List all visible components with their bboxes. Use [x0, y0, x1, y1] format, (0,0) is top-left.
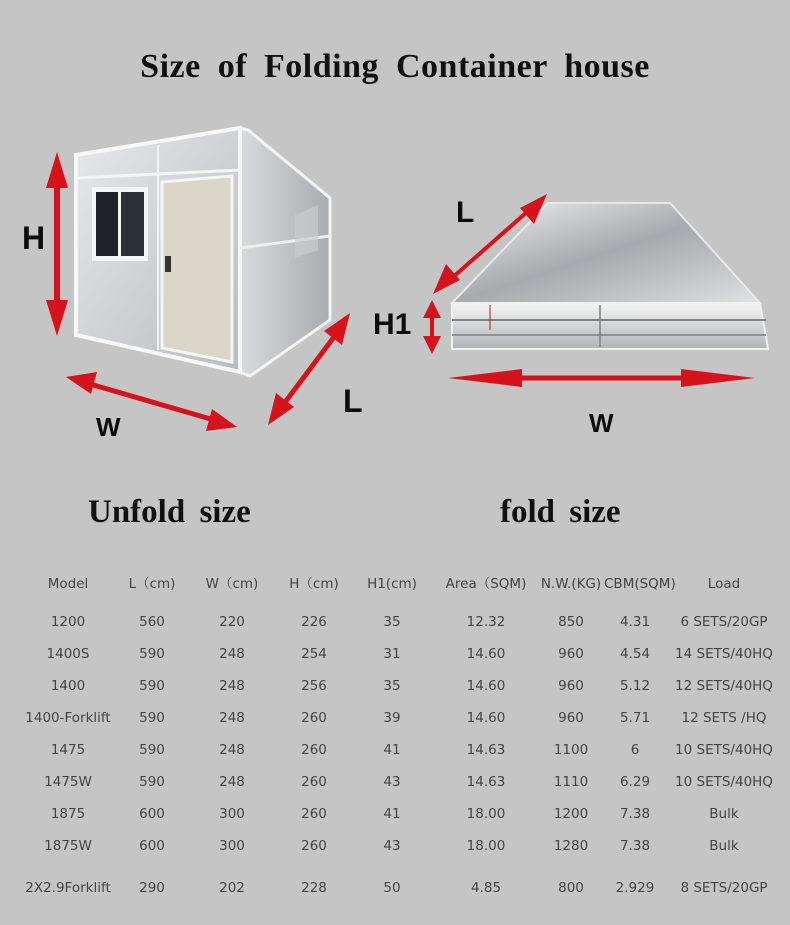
cell-length: 590 — [139, 774, 165, 790]
cell-load: Bulk — [709, 838, 739, 854]
header-net-weight: N.W.(KG) — [540, 576, 602, 592]
cell-height: 260 — [301, 774, 327, 790]
cell-area: 14.60 — [466, 710, 506, 726]
cell-height: 260 — [301, 742, 327, 758]
header-load: Load — [707, 576, 741, 592]
cell-area: 12.32 — [466, 614, 506, 630]
page-title: Size of Folding Container house — [140, 48, 650, 85]
header-model: Model — [47, 576, 89, 592]
cell-length: 590 — [139, 742, 165, 758]
cell-length: 290 — [139, 880, 165, 896]
cell-model: 1875W — [44, 838, 92, 854]
cell-width: 300 — [219, 806, 245, 822]
cell-cbm: 6.29 — [619, 774, 651, 790]
cell-length: 560 — [139, 614, 165, 630]
cell-folded-height: 43 — [383, 774, 401, 790]
table-header-row — [18, 562, 782, 606]
cell-width: 220 — [219, 614, 245, 630]
cell-area: 18.00 — [466, 806, 506, 822]
cell-net-weight: 1100 — [553, 742, 589, 758]
fold-height-arrow — [423, 300, 441, 354]
cell-area: 18.00 — [466, 838, 506, 854]
table-row — [18, 606, 782, 638]
cell-width: 300 — [219, 838, 245, 854]
cell-width: 248 — [219, 774, 245, 790]
cell-folded-height: 41 — [383, 742, 401, 758]
cell-model: 1475 — [50, 742, 86, 758]
cell-height: 260 — [301, 710, 327, 726]
cell-cbm: 5.71 — [619, 710, 651, 726]
header-folded-height: H1(cm) — [367, 576, 417, 592]
cell-net-weight: 1200 — [553, 806, 589, 822]
cell-load: 12 SETS/40HQ — [675, 678, 773, 694]
cell-length: 590 — [139, 646, 165, 662]
cell-height: 256 — [301, 678, 327, 694]
cell-length: 600 — [139, 806, 165, 822]
cell-area: 14.60 — [466, 678, 506, 694]
cell-cbm: 7.38 — [619, 806, 651, 822]
cell-cbm: 4.54 — [619, 646, 651, 662]
cell-cbm: 6 — [630, 742, 640, 758]
cell-net-weight: 960 — [558, 678, 584, 694]
cell-width: 248 — [219, 710, 245, 726]
cell-folded-height: 35 — [383, 614, 401, 630]
cell-cbm: 5.12 — [619, 678, 651, 694]
cell-model: 1400S — [46, 646, 90, 662]
cell-height: 260 — [301, 806, 327, 822]
cell-length: 590 — [139, 678, 165, 694]
table-row — [18, 830, 782, 862]
table-row — [18, 798, 782, 830]
unfolded-container-image — [76, 128, 330, 376]
fold-width-label: W — [589, 408, 614, 438]
cell-model: 1400-Forklift — [25, 710, 111, 726]
cell-area: 14.63 — [466, 774, 506, 790]
header-cbm: CBM(SQM) — [604, 576, 676, 592]
cell-folded-height: 31 — [383, 646, 401, 662]
table-row — [18, 638, 782, 670]
spec-table — [18, 562, 782, 914]
table-row — [18, 670, 782, 702]
cell-load: 8 SETS/20GP — [680, 880, 768, 896]
unfold-length-label: L — [343, 383, 363, 419]
table-row — [18, 702, 782, 734]
table-row — [18, 766, 782, 798]
cell-model: 1400 — [50, 678, 86, 694]
cell-net-weight: 960 — [558, 646, 584, 662]
cell-area: 14.60 — [466, 646, 506, 662]
fold-height-label: H1 — [373, 308, 412, 341]
table-row — [18, 862, 782, 914]
cell-folded-height: 41 — [383, 806, 401, 822]
fold-width-arrow — [448, 369, 755, 387]
table-row — [18, 734, 782, 766]
unfold-width-arrow — [66, 372, 237, 431]
cell-folded-height: 39 — [383, 710, 401, 726]
cell-folded-height: 43 — [383, 838, 401, 854]
cell-load: Bulk — [709, 806, 739, 822]
unfold-height-label: H — [22, 220, 46, 256]
cell-cbm: 4.31 — [619, 614, 651, 630]
cell-cbm: 7.38 — [619, 838, 651, 854]
cell-folded-height: 35 — [383, 678, 401, 694]
header-area: Area（SQM) — [445, 576, 527, 592]
cell-folded-height: 50 — [383, 880, 401, 896]
cell-length: 590 — [139, 710, 165, 726]
cell-model: 2X2.9Forklift — [25, 880, 111, 896]
cell-load: 14 SETS/40HQ — [675, 646, 773, 662]
cell-load: 10 SETS/40HQ — [675, 774, 773, 790]
cell-width: 248 — [219, 646, 245, 662]
header-height: H（cm) — [289, 576, 339, 592]
cell-height: 228 — [301, 880, 327, 896]
unfold-height-arrow — [46, 152, 68, 336]
cell-height: 260 — [301, 838, 327, 854]
cell-width: 202 — [219, 880, 245, 896]
cell-net-weight: 1280 — [553, 838, 589, 854]
cell-area: 14.63 — [466, 742, 506, 758]
cell-load: 10 SETS/40HQ — [675, 742, 773, 758]
cell-length: 600 — [139, 838, 165, 854]
cell-width: 248 — [219, 678, 245, 694]
cell-net-weight: 1110 — [553, 774, 589, 790]
header-width: W（cm) — [205, 576, 259, 592]
fold-length-label: L — [456, 196, 475, 229]
cell-load: 6 SETS/20GP — [680, 614, 768, 630]
cell-cbm: 2.929 — [615, 880, 655, 896]
unfold-width-label: W — [96, 412, 121, 442]
cell-net-weight: 850 — [558, 614, 584, 630]
cell-width: 248 — [219, 742, 245, 758]
cell-model: 1475W — [44, 774, 92, 790]
header-length: L（cm) — [128, 576, 176, 592]
cell-net-weight: 960 — [558, 710, 584, 726]
folded-container-image — [452, 203, 768, 349]
cell-model: 1875 — [50, 806, 86, 822]
cell-area: 4.85 — [470, 880, 502, 896]
cell-height: 254 — [301, 646, 327, 662]
cell-net-weight: 800 — [558, 880, 584, 896]
fold-size-heading: fold size — [500, 494, 621, 530]
unfold-size-heading: Unfold size — [88, 494, 251, 530]
cell-model: 1200 — [50, 614, 86, 630]
cell-height: 226 — [301, 614, 327, 630]
cell-load: 12 SETS /HQ — [681, 710, 767, 726]
